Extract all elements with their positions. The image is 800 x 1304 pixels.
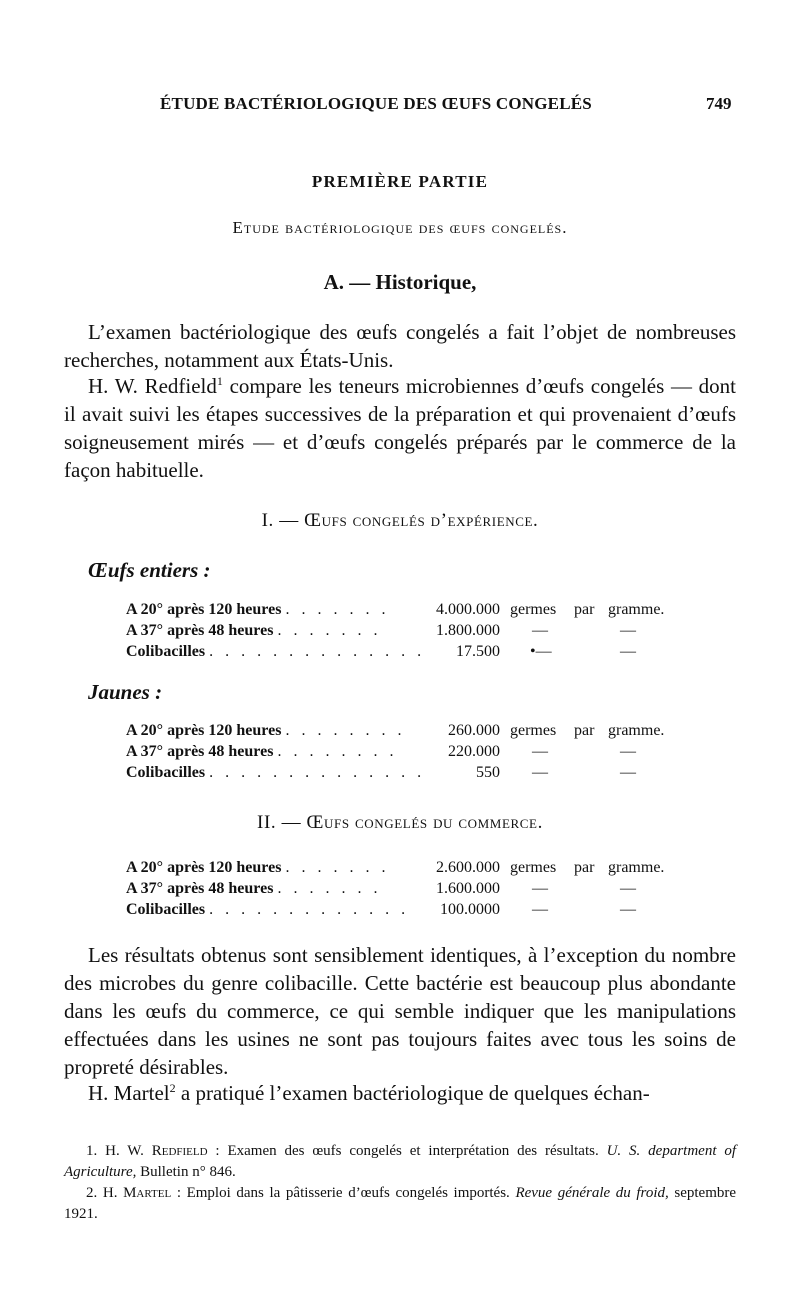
martel-name: H. Martel [88,1081,170,1105]
ditto-mark: — [532,764,548,781]
row-value: 1.600.000 [436,880,500,897]
group-label-yolks: Jaunes : [88,680,163,704]
footnotes [64,1141,736,1225]
footnote-source: Revue générale du froid, [515,1185,669,1201]
footnote-ref-1: 1 [216,374,223,388]
table-row [126,599,686,620]
row-unit-germes: germes [510,601,557,618]
table-row [126,878,686,899]
row-label: Colibacilles [126,643,206,660]
row-label: A 37° après 48 heures [126,622,274,639]
row-label: A 20° après 120 heures [126,722,282,739]
footnote-text: : Examen des œufs congelés et interprétation des résultats. [207,1143,599,1159]
section-title: A. — Historique, [323,270,477,294]
row-unit-par: par [574,601,595,618]
ditto-mark: — [620,880,636,897]
footnote-ref-2: 2 [169,1081,176,1095]
row-value: 17.500 [456,643,500,660]
row-value: 550 [476,764,500,781]
ditto-mark: — [620,743,636,760]
table-row [126,899,686,920]
table-row [126,620,686,641]
subsection-experience-title: I. — Œufs congelés d’expérience. [261,510,539,531]
leader-dots: . . . . . . . . . . . . . . [209,643,426,660]
table-row [126,741,686,762]
ditto-mark: •— [530,643,552,660]
footnote-2 [64,1183,736,1225]
ditto-mark: — [620,622,636,639]
row-value: 1.800.000 [436,622,500,639]
table-row [126,720,686,741]
row-label: A 37° après 48 heures [126,880,274,897]
leader-dots: . . . . . . . [285,859,390,876]
leader-dots: . . . . . . . . . . . . . . [209,764,426,781]
row-value: 220.000 [448,743,500,760]
redfield-text: compare les teneurs microbiennes d’œufs congelés — dont il avait suivi les étapes successives de la préparation et qui provenaient d’œufs soigneusement mirés — et d’œufs congelés préparés par le commerce de la façon habituelle. [64,374,736,482]
martel-text: a pratiqué l’examen bactériologique de quelques échan- [175,1081,650,1105]
row-value: 100.0000 [440,901,500,918]
leader-dots: . . . . . . . [277,880,382,897]
ditto-mark: — [620,764,636,781]
page-number: 749 [706,94,732,113]
row-value: 2.600.000 [436,859,500,876]
row-unit-par: par [574,722,595,739]
footnote-end: Bulletin n° 846. [136,1164,236,1180]
group-label-whole-eggs: Œufs entiers : [88,558,211,582]
footnote-text: : Emploi dans la pâtisserie d’œufs congelés importés. [171,1185,510,1201]
table-row [126,641,686,662]
table-yolks [126,720,686,783]
leader-dots: . . . . . . . . [285,722,406,739]
footnote-author: Martel [123,1185,172,1201]
row-label: Colibacilles [126,901,206,918]
leader-dots: . . . . . . . . . . . . . [209,901,410,918]
ditto-mark: — [532,743,548,760]
footnote-source: U. S. department of Agriculture, [64,1143,737,1180]
running-title: ÉTUDE BACTÉRIOLOGIQUE DES ŒUFS CONGELÉS [160,94,592,113]
row-label: Colibacilles [126,764,206,781]
table-row [126,762,686,783]
part-subtitle: Etude bactériologique des œufs congelés. [232,218,568,237]
row-unit-gramme: gramme. [608,859,665,876]
paragraph-results: Les résultats obtenus sont sensiblement identiques, à l’exception du nombre des microbes du genre colibacille. Cette bactérie est beaucoup plus abondante dans les œufs du commerce, ce qui semble indiquer que les manipulations effectuées dans les usines ne sont pas toujours faites avec tous les soins de propreté désirables. [64,943,736,1079]
row-value: 4.000.000 [436,601,500,618]
footnote-author: Redfield [151,1143,208,1159]
footnote-1 [64,1141,736,1183]
part-title: PREMIÈRE PARTIE [311,172,489,191]
table-whole-eggs [126,599,686,662]
leader-dots: . . . . . . . [285,601,390,618]
row-unit-gramme: gramme. [608,722,665,739]
row-label: A 37° après 48 heures [126,743,274,760]
ditto-mark: — [532,880,548,897]
leader-dots: . . . . . . . [277,622,382,639]
ditto-mark: — [620,901,636,918]
leader-dots: . . . . . . . . [277,743,398,760]
row-value: 260.000 [448,722,500,739]
footnote-number: 1. H. W. [86,1143,144,1159]
ditto-mark: — [532,901,548,918]
paragraph-redfield [64,372,736,484]
footnote-number: 2. H. [86,1185,118,1201]
row-label: A 20° après 120 heures [126,859,282,876]
row-unit-par: par [574,859,595,876]
paragraph-intro: L’examen bactériologique des œufs congelés a fait l’objet de nombreuses recherches, notamment aux États-Unis. [64,320,736,372]
paragraph-martel [64,1079,736,1107]
redfield-name: H. W. Redfield [88,374,217,398]
row-unit-germes: germes [510,859,557,876]
row-unit-gramme: gramme. [608,601,665,618]
ditto-mark: — [532,622,548,639]
ditto-mark: — [620,643,636,660]
row-unit-germes: germes [510,722,557,739]
table-commerce-eggs [126,857,686,920]
subsection-commerce-title: II. — Œufs congelés du commerce. [257,812,543,833]
table-row [126,857,686,878]
footnote-end: septembre 1921. [64,1185,737,1222]
row-label: A 20° après 120 heures [126,601,282,618]
